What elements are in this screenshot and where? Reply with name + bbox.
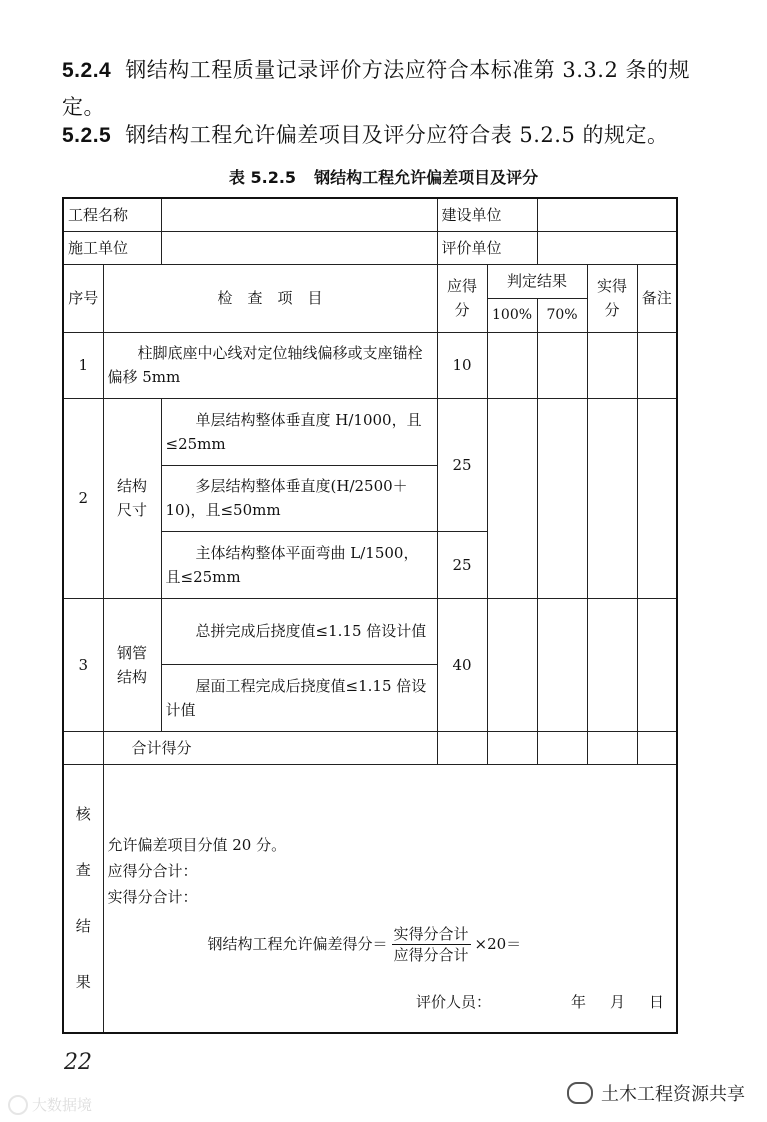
row1-pct70 [537, 332, 587, 398]
row1-score: 10 [437, 332, 487, 398]
header-actual-score: 实得分 [587, 264, 637, 332]
table-caption-number: 表 5.2.5 [228, 168, 297, 187]
row2-remarks [637, 398, 677, 598]
check-char-4: 果 [75, 973, 91, 992]
constructor-value [161, 231, 437, 264]
total-label: 合计得分 [103, 731, 437, 764]
watermark-left [8, 1094, 92, 1115]
builder-value [537, 198, 677, 231]
evaluator-unit-label: 评价单位 [437, 231, 537, 264]
row1-item: 柱脚底座中心线对定位轴线偏移或支座锚栓偏移 5mm [103, 332, 437, 398]
summary-line1: 允许偏差项目分值 20 分。 [107, 835, 287, 854]
row2-item-a: 单层结构整体垂直度 H/1000，且≤25mm [161, 398, 437, 465]
year-label: 年 [571, 993, 587, 1011]
row2-score-c: 25 [437, 531, 487, 598]
month-label: 月 [610, 993, 626, 1011]
formula-right: ×20＝ [474, 935, 522, 954]
clause-text: 钢结构工程质量记录评价方法应符合本标准第 3.3.2 条的规定。 [62, 58, 691, 119]
watermark-right [567, 1080, 745, 1106]
header-item: 检 查 项 目 [103, 264, 437, 332]
formula-fraction [392, 924, 471, 965]
summary-line3: 实得分合计： [107, 887, 198, 906]
clause-number: 5.2.5 [62, 124, 112, 147]
check-result-summary [103, 764, 677, 1033]
row3-group-line1: 钢管 [117, 643, 148, 662]
check-char-3: 结 [75, 917, 91, 936]
row1-pct100 [487, 332, 537, 398]
row3-item-b: 屋面工程完成后挠度值≤1.15 倍设计值 [161, 664, 437, 731]
row2-item-c: 主体结构整体平面弯曲 L/1500，且≤25mm [161, 531, 437, 598]
check-char-2: 查 [75, 861, 91, 880]
table-row [63, 332, 677, 398]
formula-left: 钢结构工程允许偏差得分＝ [207, 935, 388, 954]
logo-icon [8, 1095, 28, 1115]
page-number: 22 [64, 1050, 92, 1075]
row3-group-line2: 结构 [117, 667, 148, 686]
check-result-row [63, 764, 677, 1033]
table-caption [0, 165, 767, 188]
header-pct-100: 100% [487, 298, 537, 332]
clause-5-2-5 [62, 117, 702, 154]
row2-pct100 [487, 398, 537, 598]
header-remarks: 备注 [637, 264, 677, 332]
header-judgement: 判定结果 [487, 264, 587, 298]
row1-remarks [637, 332, 677, 398]
signature-row [416, 990, 664, 1014]
clause-text: 钢结构工程允许偏差项目及评分应符合表 5.2.5 的规定。 [125, 123, 669, 147]
check-result-label [63, 764, 103, 1033]
row1-seq: 1 [63, 332, 103, 398]
total-actual [587, 731, 637, 764]
constructor-label: 施工单位 [63, 231, 161, 264]
row2-group-line2: 尺寸 [117, 501, 148, 519]
row2-pct70 [537, 398, 587, 598]
row2-item-b: 多层结构整体垂直度(H/2500＋10)，且≤50mm [161, 465, 437, 531]
watermark-right-text: 土木工程资源共享 [601, 1084, 745, 1105]
wechat-icon [567, 1082, 593, 1104]
header-pct-70: 70% [537, 298, 587, 332]
project-name-value [161, 198, 437, 231]
row2-score-ab: 25 [437, 398, 487, 531]
total-remarks [637, 731, 677, 764]
row3-group [103, 598, 161, 731]
row3-pct70 [537, 598, 587, 731]
builder-label: 建设单位 [437, 198, 537, 231]
total-row [63, 731, 677, 764]
fraction-numerator: 实得分合计 [393, 924, 469, 943]
row2-group [103, 398, 161, 598]
clause-number: 5.2.4 [62, 59, 112, 82]
clause-5-2-4 [62, 52, 702, 125]
row3-item-a: 总拼完成后挠度值≤1.15 倍设计值 [161, 598, 437, 664]
row3-score: 40 [437, 598, 487, 731]
watermark-left-text: 大数据境 [32, 1096, 93, 1114]
project-name-label: 工程名称 [63, 198, 161, 231]
total-due [437, 731, 487, 764]
fraction-denominator: 应得分合计 [393, 945, 469, 964]
table-caption-title: 钢结构工程允许偏差项目及评分 [314, 168, 539, 187]
row2-actual [587, 398, 637, 598]
row1-actual [587, 332, 637, 398]
signer-label: 评价人员： [416, 993, 492, 1011]
row3-remarks [637, 598, 677, 731]
row3-actual [587, 598, 637, 731]
row3-pct100 [487, 598, 537, 731]
day-label: 日 [649, 993, 665, 1011]
score-formula [108, 924, 673, 965]
evaluator-unit-value [537, 231, 677, 264]
total-pct70 [537, 731, 587, 764]
total-pct100 [487, 731, 537, 764]
header-seq: 序号 [63, 264, 103, 332]
check-char-1: 核 [75, 805, 91, 824]
row2-group-line1: 结构 [117, 477, 148, 495]
row2-seq: 2 [63, 398, 103, 598]
table-row [63, 398, 677, 465]
evaluation-table [62, 197, 678, 1034]
header-due-score: 应得分 [437, 264, 487, 332]
table-row [63, 598, 677, 664]
summary-line2: 应得分合计： [107, 861, 198, 880]
total-seq [63, 731, 103, 764]
row3-seq: 3 [63, 598, 103, 731]
